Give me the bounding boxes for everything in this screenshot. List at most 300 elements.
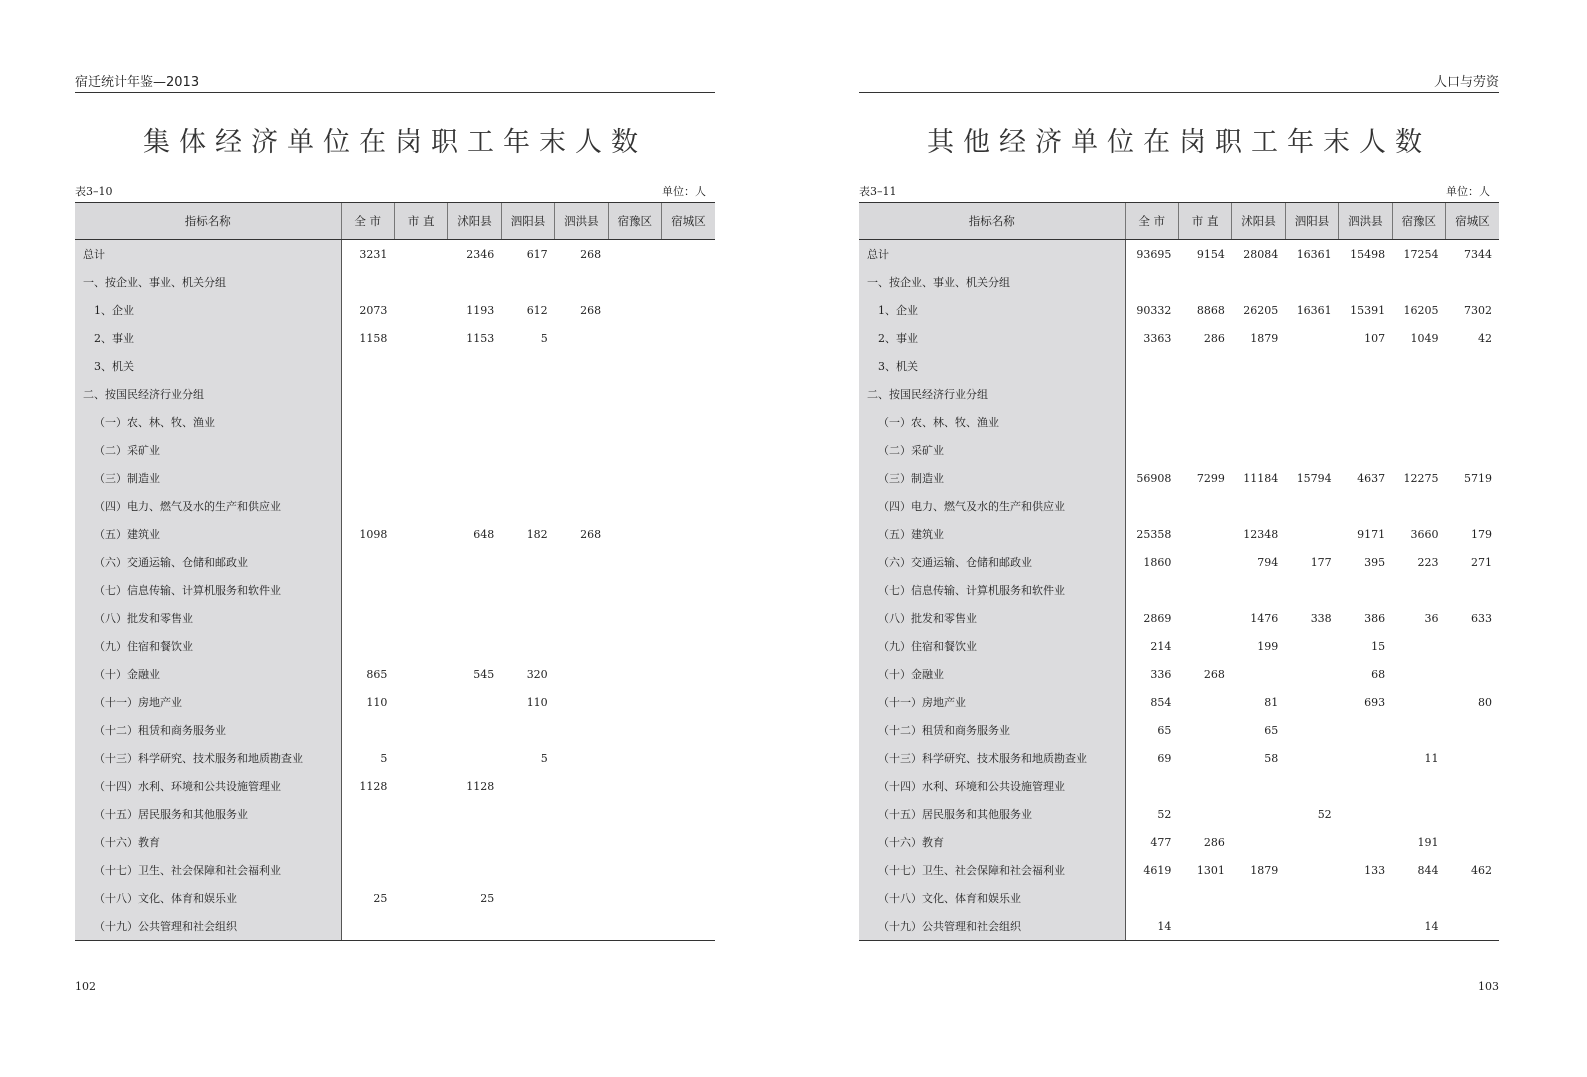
table-cell [341, 912, 394, 941]
table-cell [1285, 632, 1338, 660]
table-cell [1232, 800, 1285, 828]
table-cell [341, 380, 394, 408]
table-cell: 16361 [1296, 303, 1332, 317]
table-cell [394, 688, 447, 716]
table-cell [1178, 884, 1231, 912]
table-cell [501, 380, 554, 408]
table-cell [1232, 436, 1285, 464]
table-cell [1232, 660, 1285, 688]
table-cell [662, 520, 715, 548]
table-cell: 865 [366, 667, 388, 681]
table-cell [608, 604, 661, 632]
table-cell [1446, 408, 1499, 436]
table-cell [1446, 744, 1499, 772]
table-cell: 633 [1471, 611, 1492, 625]
row-label: （五）建筑业 [859, 520, 1125, 548]
table-cell [1392, 800, 1445, 828]
table-cell [662, 884, 715, 912]
table-cell [501, 576, 554, 604]
table-cell [555, 912, 608, 941]
row-label: （六）交通运输、仓储和邮政业 [859, 548, 1125, 576]
table-cell: 336 [1150, 667, 1172, 681]
table-cell: 17254 [1403, 247, 1439, 261]
table-cell [608, 576, 661, 604]
table-cell: 1049 [1410, 331, 1439, 345]
table-row [859, 352, 1499, 380]
table-cell: 1153 [466, 331, 495, 345]
unit-label: 单位：人 [1446, 185, 1490, 198]
table-cell [1178, 352, 1231, 380]
table-row [75, 744, 715, 772]
table-cell [501, 912, 554, 941]
row-label: （三）制造业 [75, 464, 341, 492]
table-cell: 12348 [1243, 527, 1279, 541]
table-row [859, 800, 1499, 828]
table-cell: 28084 [1243, 247, 1279, 261]
table-cell [1178, 576, 1231, 604]
table-cell [662, 856, 715, 884]
table-cell: 286 [1203, 331, 1225, 345]
table-cell [1285, 716, 1338, 744]
table-cell [1285, 912, 1338, 941]
table-cell: 844 [1417, 863, 1439, 877]
table-cell: 1879 [1250, 331, 1279, 345]
table-cell [1232, 828, 1285, 856]
table-cell [501, 632, 554, 660]
table-cell [1339, 884, 1392, 912]
table-cell [1339, 716, 1392, 744]
table-cell: 2346 [466, 247, 495, 261]
row-label: （二）采矿业 [859, 436, 1125, 464]
table-row [859, 380, 1499, 408]
table-cell [501, 604, 554, 632]
table-cell: 5719 [1464, 471, 1492, 485]
table-row [75, 828, 715, 856]
table-cell: 320 [526, 667, 548, 681]
column-header: 泗洪县 [555, 203, 608, 240]
table-cell [501, 464, 554, 492]
table-cell [1392, 884, 1445, 912]
table-cell: 65 [1157, 723, 1172, 737]
table-cell [662, 632, 715, 660]
table-cell [448, 268, 501, 296]
row-label: 2、事业 [75, 324, 341, 352]
table-cell [1285, 436, 1338, 464]
table-cell [1392, 436, 1445, 464]
table-cell [555, 324, 608, 352]
table-cell: 612 [526, 303, 548, 317]
table-cell [448, 828, 501, 856]
table-row [859, 492, 1499, 520]
table-cell [1232, 268, 1285, 296]
table-cell [501, 492, 554, 520]
table-row [859, 688, 1499, 716]
table-cell [662, 604, 715, 632]
table-cell: 15 [1371, 639, 1386, 653]
table-cell [1125, 408, 1178, 436]
table-cell [608, 744, 661, 772]
table-cell [394, 632, 447, 660]
page-number: 103 [1478, 980, 1499, 993]
table-cell [1446, 912, 1499, 941]
table-cell [555, 800, 608, 828]
table-cell [448, 744, 501, 772]
table-row [75, 548, 715, 576]
table-cell [394, 856, 447, 884]
table-header-row [75, 203, 715, 240]
table-meta [75, 185, 715, 199]
row-label: （十九）公共管理和社会组织 [75, 912, 341, 941]
table-cell [501, 548, 554, 576]
column-header: 宿豫区 [608, 203, 661, 240]
column-header: 市 直 [1178, 203, 1231, 240]
table-cell: 1193 [466, 303, 495, 317]
table-cell [1178, 744, 1231, 772]
table-cell [448, 604, 501, 632]
column-header: 泗阳县 [1285, 203, 1338, 240]
table-cell [341, 352, 394, 380]
table-row [75, 688, 715, 716]
table-cell: 14 [1392, 912, 1445, 941]
table-cell [555, 884, 608, 912]
row-label: 2、事业 [859, 324, 1125, 352]
table-cell: 9171 [1357, 527, 1386, 541]
table-cell [394, 660, 447, 688]
table-cell [341, 576, 394, 604]
table-cell: 5 [380, 751, 388, 765]
right-page [859, 0, 1499, 1077]
table-number: 表3–10 [75, 185, 113, 198]
table-cell: 11 [1424, 751, 1439, 765]
table-cell: 3231 [359, 247, 388, 261]
table-cell: 1098 [359, 527, 388, 541]
column-header: 沭阳县 [1232, 203, 1285, 240]
table-cell [341, 436, 394, 464]
table-cell: 110 [526, 695, 548, 709]
running-head: 宿迁统计年鉴—2013 [75, 75, 715, 93]
table-cell [394, 744, 447, 772]
table-cell [662, 688, 715, 716]
table-cell [662, 352, 715, 380]
table-row [75, 660, 715, 688]
left-page [75, 0, 715, 1077]
table-cell [448, 716, 501, 744]
row-label: 总计 [859, 240, 1125, 269]
row-label: （十二）租赁和商务服务业 [859, 716, 1125, 744]
table-cell [501, 408, 554, 436]
table-cell: 1158 [359, 331, 388, 345]
table-cell [608, 716, 661, 744]
table-cell: 794 [1257, 555, 1279, 569]
table-cell [608, 800, 661, 828]
row-label: （七）信息传输、计算机服务和软件业 [859, 576, 1125, 604]
table-cell [608, 772, 661, 800]
table-cell: 2073 [359, 303, 388, 317]
table-row [75, 772, 715, 800]
table-cell [1125, 884, 1178, 912]
table-row [75, 352, 715, 380]
table-cell [448, 800, 501, 828]
row-label: 一、按企业、事业、机关分组 [859, 268, 1125, 296]
row-label: （十三）科学研究、技术服务和地质勘查业 [859, 744, 1125, 772]
table-cell [1285, 688, 1338, 716]
table-cell [608, 632, 661, 660]
table-row [859, 408, 1499, 436]
table-cell: 1476 [1250, 611, 1279, 625]
table-cell: 268 [580, 303, 602, 317]
table-cell [394, 828, 447, 856]
table-cell [662, 268, 715, 296]
table-cell [1392, 688, 1445, 716]
table-cell: 191 [1417, 835, 1439, 849]
row-label: （四）电力、燃气及水的生产和供应业 [859, 492, 1125, 520]
table-row [75, 632, 715, 660]
row-label: 3、机关 [859, 352, 1125, 380]
table-cell [608, 380, 661, 408]
table-cell [341, 492, 394, 520]
row-label: （九）住宿和餐饮业 [75, 632, 341, 660]
table-cell [662, 660, 715, 688]
column-header: 沭阳县 [448, 203, 501, 240]
table-cell [1339, 800, 1392, 828]
table-row [859, 744, 1499, 772]
table-cell [501, 856, 554, 884]
column-header: 泗阳县 [501, 203, 554, 240]
table-cell [608, 884, 661, 912]
table-cell [394, 772, 447, 800]
table-cell [662, 324, 715, 352]
table-cell: 81 [1264, 695, 1279, 709]
row-label: （二）采矿业 [75, 436, 341, 464]
table-cell [1232, 492, 1285, 520]
table-cell [1392, 268, 1445, 296]
table-cell: 58 [1264, 751, 1279, 765]
table-cell [341, 548, 394, 576]
table-cell [448, 632, 501, 660]
table-cell [1446, 352, 1499, 380]
table-cell [1446, 828, 1499, 856]
table-cell: 80 [1478, 695, 1492, 709]
table-cell [1446, 772, 1499, 800]
table-cell [1392, 716, 1445, 744]
table-cell [394, 296, 447, 324]
table-cell [662, 408, 715, 436]
table-cell: 268 [580, 527, 602, 541]
table-cell: 7299 [1196, 471, 1225, 485]
row-label: 3、机关 [75, 352, 341, 380]
table-cell [1446, 436, 1499, 464]
table-cell [1339, 436, 1392, 464]
table-cell [448, 464, 501, 492]
table-cell [1178, 520, 1231, 548]
table-cell: 1860 [1143, 555, 1172, 569]
row-label: （八）批发和零售业 [75, 604, 341, 632]
table-cell [448, 576, 501, 604]
table-row [859, 660, 1499, 688]
column-header: 宿豫区 [1392, 203, 1445, 240]
table-cell: 69 [1157, 751, 1172, 765]
table-cell [1285, 268, 1338, 296]
table-cell [608, 688, 661, 716]
table-row [859, 296, 1499, 324]
table-cell [394, 408, 447, 436]
table-cell: 7344 [1464, 247, 1492, 261]
table-cell: 11184 [1243, 471, 1279, 485]
table-row [75, 268, 715, 296]
table-cell: 15391 [1350, 303, 1386, 317]
table-cell [1392, 660, 1445, 688]
table-cell: 854 [1150, 695, 1172, 709]
table-cell [608, 548, 661, 576]
table-cell [555, 268, 608, 296]
row-label: （十三）科学研究、技术服务和地质勘查业 [75, 744, 341, 772]
table-row [859, 548, 1499, 576]
table-cell [1339, 408, 1392, 436]
table-cell [1285, 772, 1338, 800]
table-cell: 1128 [466, 779, 495, 793]
table-cell [662, 800, 715, 828]
table-cell [1178, 772, 1231, 800]
table-cell [394, 884, 447, 912]
table-cell [1392, 576, 1445, 604]
row-label: （十二）租赁和商务服务业 [75, 716, 341, 744]
table-cell [394, 716, 447, 744]
row-label: （十七）卫生、社会保障和社会福利业 [75, 856, 341, 884]
row-label: 二、按国民经济行业分组 [75, 380, 341, 408]
table-cell [608, 240, 661, 269]
data-table [859, 202, 1499, 941]
table-cell: 42 [1478, 331, 1492, 345]
table-row [859, 716, 1499, 744]
table-cell [608, 408, 661, 436]
table-cell [608, 464, 661, 492]
table-cell [1178, 408, 1231, 436]
table-cell [662, 744, 715, 772]
column-header-indicator: 指标名称 [859, 203, 1125, 240]
table-cell [501, 352, 554, 380]
table-cell: 25 [480, 891, 495, 905]
table-cell [394, 800, 447, 828]
table-cell: 52 [1317, 807, 1332, 821]
table-cell [1285, 828, 1338, 856]
column-header: 全 市 [1125, 203, 1178, 240]
table-cell: 338 [1310, 611, 1332, 625]
table-cell [501, 800, 554, 828]
table-row [75, 380, 715, 408]
table-cell: 617 [526, 247, 548, 261]
table-cell [555, 436, 608, 464]
table-cell [608, 324, 661, 352]
table-row [859, 884, 1499, 912]
table-cell [608, 828, 661, 856]
table-cell [608, 296, 661, 324]
table-row [859, 268, 1499, 296]
table-cell [501, 716, 554, 744]
row-label: （十）金融业 [75, 660, 341, 688]
table-cell [1232, 772, 1285, 800]
table-cell [608, 912, 661, 941]
row-label: （十五）居民服务和其他服务业 [75, 800, 341, 828]
table-cell [555, 352, 608, 380]
table-cell [1125, 352, 1178, 380]
column-header: 宿城区 [662, 203, 715, 240]
table-cell [1125, 772, 1178, 800]
table-cell [662, 296, 715, 324]
table-cell [341, 828, 394, 856]
table-cell [1392, 492, 1445, 520]
table-cell [1392, 352, 1445, 380]
column-header: 宿城区 [1446, 203, 1499, 240]
table-cell [394, 380, 447, 408]
table-row [75, 716, 715, 744]
column-header-indicator: 指标名称 [75, 203, 341, 240]
row-label: 二、按国民经济行业分组 [859, 380, 1125, 408]
table-row [859, 772, 1499, 800]
table-cell [394, 240, 447, 269]
table-cell: 90332 [1136, 303, 1172, 317]
table-cell [1446, 660, 1499, 688]
table-cell [662, 576, 715, 604]
table-cell: 36 [1424, 611, 1439, 625]
table-row [859, 520, 1499, 548]
table-cell [555, 604, 608, 632]
table-cell [1339, 828, 1392, 856]
table-cell [555, 632, 608, 660]
table-cell [1285, 352, 1338, 380]
table-row [75, 912, 715, 941]
table-cell [341, 604, 394, 632]
row-label: （十一）房地产业 [859, 688, 1125, 716]
table-row [75, 436, 715, 464]
table-title: 其他经济单位在岗职工年末人数 [927, 127, 1431, 158]
table-cell [501, 436, 554, 464]
table-cell [394, 352, 447, 380]
table-cell: 395 [1364, 555, 1386, 569]
row-label: 1、企业 [859, 296, 1125, 324]
table-cell [1339, 380, 1392, 408]
table-cell [608, 492, 661, 520]
table-cell: 1879 [1250, 863, 1279, 877]
table-cell: 25 [373, 891, 388, 905]
table-cell [1285, 576, 1338, 604]
table-row [859, 856, 1499, 884]
row-label: （十一）房地产业 [75, 688, 341, 716]
table-cell: 477 [1150, 835, 1172, 849]
table-cell [1178, 436, 1231, 464]
table-cell: 545 [473, 667, 495, 681]
table-cell [394, 576, 447, 604]
table-cell [608, 660, 661, 688]
table-cell [1339, 492, 1392, 520]
table-cell: 214 [1150, 639, 1172, 653]
table-cell [394, 324, 447, 352]
row-label: （十四）水利、环境和公共设施管理业 [75, 772, 341, 800]
table-cell [341, 716, 394, 744]
table-cell: 25358 [1136, 527, 1172, 541]
table-row [75, 604, 715, 632]
table-cell [1178, 604, 1231, 632]
table-cell [1339, 744, 1392, 772]
table-row [75, 296, 715, 324]
table-meta [859, 185, 1499, 199]
table-cell [394, 912, 447, 941]
table-cell [1446, 492, 1499, 520]
table-cell [1232, 352, 1285, 380]
row-label: 1、企业 [75, 296, 341, 324]
row-label: （十五）居民服务和其他服务业 [859, 800, 1125, 828]
table-cell [1446, 576, 1499, 604]
table-row [859, 436, 1499, 464]
